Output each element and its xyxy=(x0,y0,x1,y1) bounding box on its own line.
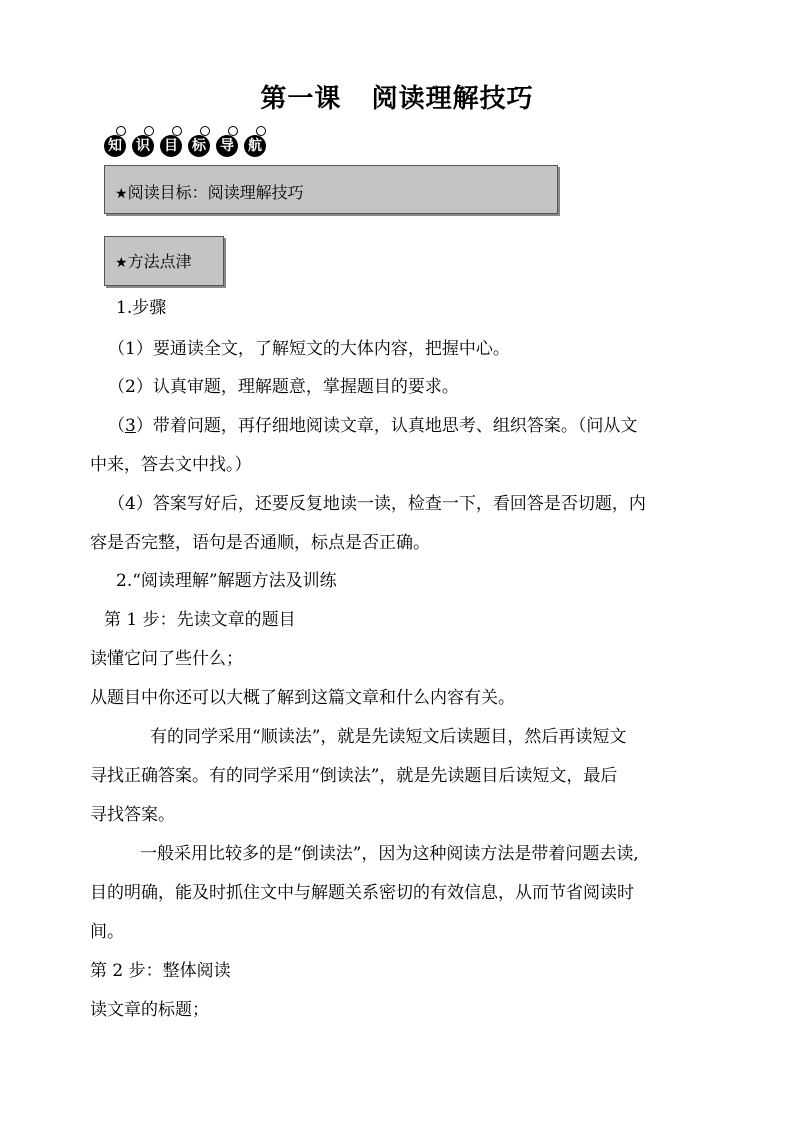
paragraph-1-cont: 寻找答案。 xyxy=(90,805,175,825)
paragraph-1-cont: 寻找正确答案。有的同学采用“倒读法”，就是先读题目后读短文，最后 xyxy=(90,766,618,786)
badge: 标 xyxy=(188,126,212,156)
paragraph-2-cont: 目的明确，能及时抓住文中与解题关系密切的有效信息，从而节省阅读时 xyxy=(90,883,634,903)
badge: 航 xyxy=(244,126,268,156)
reading-goal-text: 阅读目标：阅读理解技巧 xyxy=(127,183,304,202)
step-2: （2）认真审题，理解题意，掌握题目的要求。 xyxy=(108,377,459,397)
paragraph-1: 有的同学采用“顺读法”，就是先读短文后读题目，然后再读短文 xyxy=(150,727,627,747)
badge: 知 xyxy=(104,126,128,156)
method-heading: 2.“阅读理解”解题方法及训练 xyxy=(116,571,337,591)
step-3: （3）带着问题，再仔细地阅读文章，认真地思考、组织答案。（问从文 xyxy=(108,416,638,436)
badge: 导 xyxy=(216,126,240,156)
method-box xyxy=(104,236,224,286)
paragraph-2: 一般采用比较多的是“倒读法”，因为这种阅读方法是带着问题去读, xyxy=(140,844,639,864)
step1-heading: 第 1 步：先读文章的题目 xyxy=(104,610,296,630)
step-1: （1）要通读全文，了解短文的大体内容，把握中心。 xyxy=(108,339,510,359)
page-title: 第一课 阅读理解技巧 xyxy=(260,84,534,114)
read-line: 读懂它问了些什么； xyxy=(90,649,243,669)
step2-heading: 第 2 步：整体阅读 xyxy=(90,961,231,981)
star-icon: ★ xyxy=(115,186,128,202)
paragraph-2-cont: 间。 xyxy=(90,922,124,942)
step-3-cont: 中来，答去文中找。） xyxy=(90,455,252,475)
read-line: 读文章的标题； xyxy=(90,1000,209,1020)
star-icon: ★ xyxy=(115,255,128,271)
badge: 目 xyxy=(160,126,184,156)
step-heading: 1.步骤 xyxy=(116,298,167,318)
method-text: 方法点津 xyxy=(127,252,192,271)
badge: 识 xyxy=(132,126,156,156)
step-4-cont: 容是否完整，语句是否通顺，标点是否正确。 xyxy=(90,533,430,553)
step-4: （4）答案写好后，还要反复地读一读，检查一下，看回答是否切题，内 xyxy=(108,494,646,514)
reading-goal-box xyxy=(104,165,558,214)
read-line: 从题目中你还可以大概了解到这篇文章和什么内容有关。 xyxy=(90,688,515,708)
section-badges xyxy=(104,126,268,156)
